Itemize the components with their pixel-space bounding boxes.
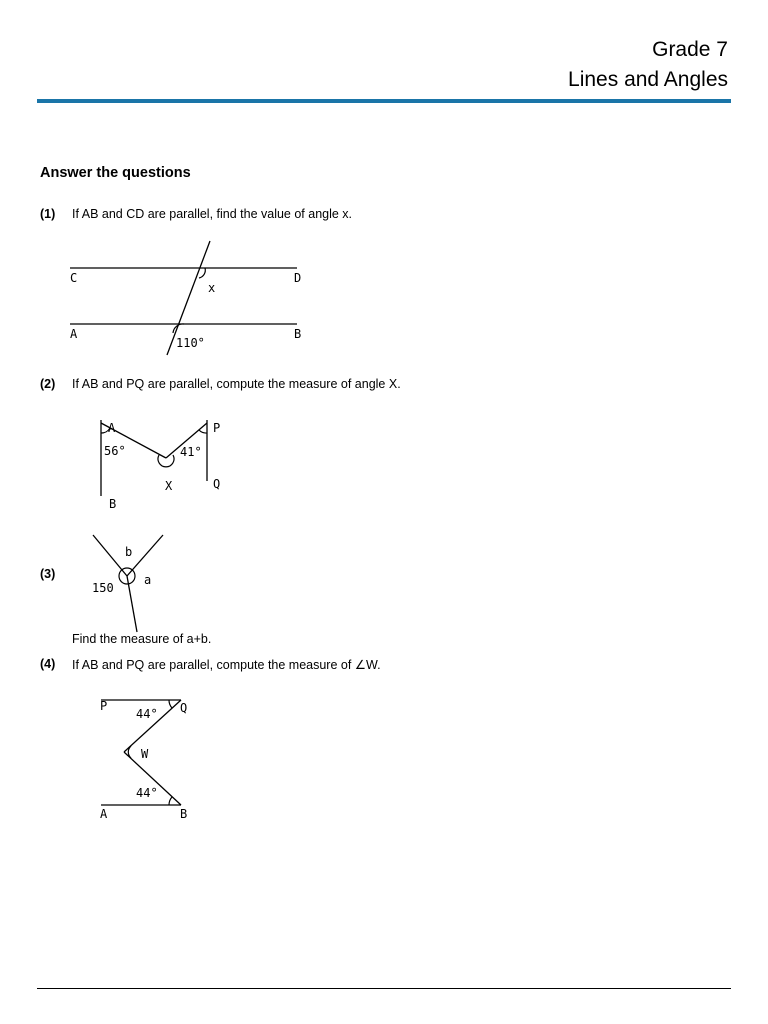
question-3-figure xyxy=(85,530,195,635)
question-1-number: (1) xyxy=(40,207,56,221)
label-110: 110° xyxy=(176,336,205,350)
label-p: P xyxy=(213,421,221,435)
question-1-figure xyxy=(60,235,320,360)
question-3-text: Find the measure of a+b. xyxy=(72,632,212,646)
header-rule xyxy=(37,99,731,103)
label-a: A xyxy=(70,327,78,341)
footer-rule xyxy=(37,988,731,989)
label-b: B xyxy=(294,327,302,341)
question-4-text: If AB and PQ are parallel, compute the measure of ∠W. xyxy=(72,658,381,672)
label-b: b xyxy=(125,545,133,559)
label-x: X xyxy=(165,479,173,493)
angle-x-arc xyxy=(199,268,205,278)
label-q: Q xyxy=(213,477,221,491)
question-2-figure xyxy=(90,415,240,515)
label-q: Q xyxy=(180,701,188,715)
angle-p-arc xyxy=(199,430,207,433)
label-x: x xyxy=(208,281,216,295)
section-heading: Answer the questions xyxy=(40,165,191,181)
label-p: P xyxy=(100,699,108,713)
question-4-number: (4) xyxy=(40,657,56,671)
angle-110-arc xyxy=(173,324,184,333)
question-2-text: If AB and PQ are parallel, compute the measure of angle X. xyxy=(72,377,401,391)
label-a: a xyxy=(144,573,152,587)
label-44-top: 44° xyxy=(136,707,158,721)
label-41: 41° xyxy=(180,445,202,459)
angle-q-arc xyxy=(169,700,172,708)
label-56: 56° xyxy=(104,444,126,458)
label-150: 150 xyxy=(92,581,114,595)
question-3-number: (3) xyxy=(40,567,56,581)
label-c: C xyxy=(70,271,78,285)
question-4-figure xyxy=(95,695,215,825)
angle-b-arc xyxy=(169,797,172,805)
label-44-bottom: 44° xyxy=(136,786,158,800)
label-b: B xyxy=(180,807,188,821)
question-1-text: If AB and CD are parallel, find the value of angle x. xyxy=(72,207,353,221)
angle-x-arc xyxy=(158,455,174,467)
question-2-number: (2) xyxy=(40,377,56,391)
label-a: A xyxy=(100,807,108,821)
topic-title: Lines and Angles xyxy=(568,68,728,91)
label-b: B xyxy=(109,497,117,511)
grade-title: Grade 7 xyxy=(652,38,728,61)
label-a: A xyxy=(108,421,116,435)
label-w: W xyxy=(141,747,149,761)
label-d: D xyxy=(294,271,302,285)
